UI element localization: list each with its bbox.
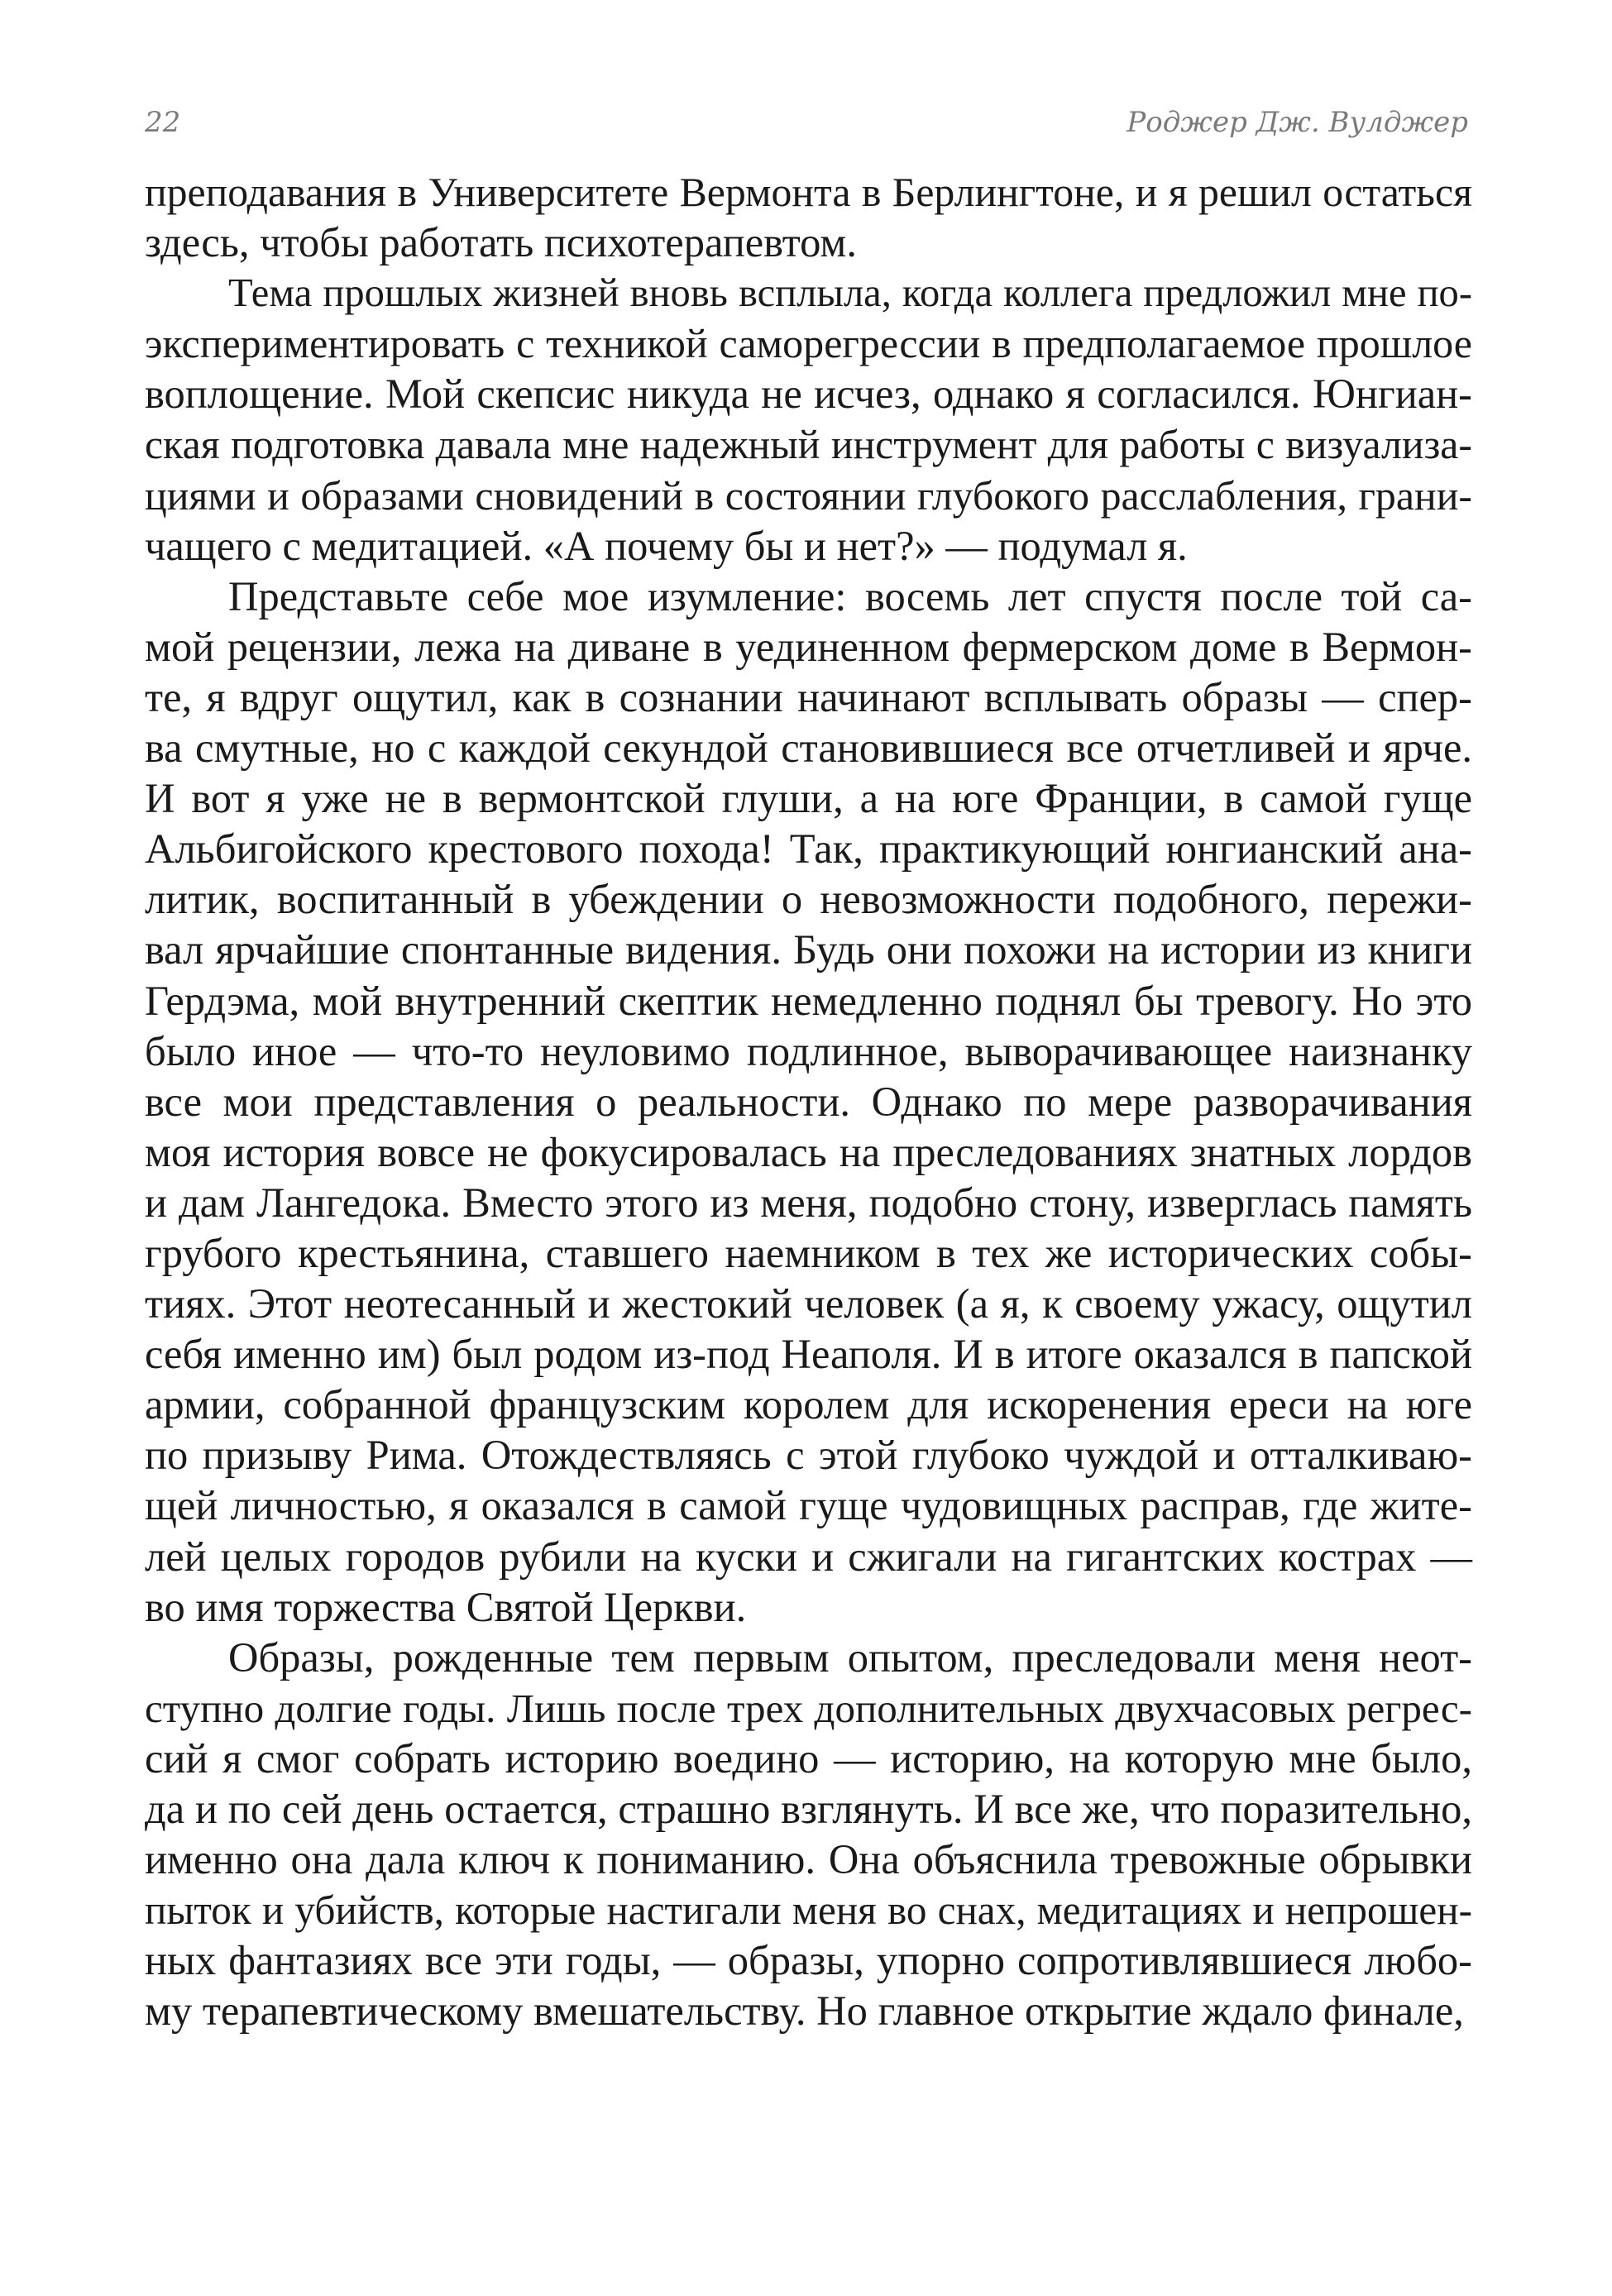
- text-line: во имя торжества Святой Церкви.: [145, 1583, 747, 1630]
- text-line: именно она дала ключ к пониманию. Она объяснила тревожные обрывки: [145, 1836, 1472, 1883]
- text-line: да и по сей день остается, страшно взглянуть. И все же, что поразительно,: [145, 1786, 1472, 1832]
- text-line: экспериментировать с техникой саморегрессии в предполагаемое прошлое: [145, 320, 1472, 367]
- text-line: циями и образами сновидений в состоянии глубокого расслабления, грани-: [145, 472, 1472, 519]
- text-line: И вот я уже не в вермонтской глуши, а на юге Франции, в самой гуще: [145, 775, 1472, 822]
- paragraph: [145, 167, 1472, 268]
- text-line: ская подготовка давала мне надежный инструмент для работы с визуализа-: [145, 422, 1472, 468]
- body-text: [145, 167, 1472, 2036]
- text-line: те, я вдруг ощутил, как в сознании начинают всплывать образы — спер-: [145, 673, 1472, 720]
- text-line: ступно долгие годы. Лишь после трех дополнительных двухчасовых регрес-: [145, 1685, 1472, 1731]
- text-line: и дам Лангедока. Вместо этого из меня, подобно стону, изверглась память: [145, 1179, 1472, 1226]
- text-line: Гердэма, мой внутренний скептик немедленно поднял бы тревогу. Но это: [145, 977, 1472, 1024]
- text-line: себя именно им) был родом из-под Неаполя. И в итоге оказался в папской: [145, 1331, 1472, 1378]
- text-line: щей личностью, я оказался в самой гуще чудовищных расправ, где жите-: [145, 1482, 1472, 1529]
- page-number: 22: [145, 106, 181, 139]
- text-line: Тема прошлых жизней вновь всплыла, когда коллега предложил мне по-: [228, 270, 1472, 316]
- text-line: вал ярчайшие спонтанные видения. Будь они похожи на истории из книги: [145, 926, 1472, 973]
- paragraph: [145, 268, 1472, 572]
- text-line: Альбигойского крестового похода! Так, практикующий юнгианский ана-: [145, 825, 1472, 873]
- text-line: лей целых городов рубили на куски и сжигали на гигантских кострах —: [145, 1533, 1472, 1580]
- text-line: Представьте себе мое изумление: восемь лет спустя после той са-: [228, 572, 1472, 619]
- text-line: ва смутные, но с каждой секундой становившиеся все отчетливей и ярче.: [145, 725, 1472, 772]
- text-line: Образы, рожденные тем первым опытом, преследовали меня неот-: [228, 1634, 1472, 1681]
- text-line: было иное — что-то неуловимо подлинное, выворачивающее наизнанку: [145, 1027, 1472, 1074]
- text-line: все мои представления о реальности. Однако по мере разворачивания: [145, 1078, 1472, 1125]
- paragraph: [145, 572, 1472, 1633]
- running-head: [145, 106, 1468, 147]
- text-line: мой рецензии, лежа на диване в уединенном фермерском доме в Вермон-: [145, 623, 1472, 670]
- book-author: Роджер Дж. Вулджер: [1126, 106, 1468, 139]
- text-line: пыток и убийств, которые настигали меня во снах, медитациях и непрошен-: [145, 1887, 1472, 1934]
- paragraph: [145, 1633, 1472, 2037]
- text-line: здесь, чтобы работать психотерапевтом.: [145, 219, 858, 266]
- text-line: сий я смог собрать историю воедино — историю, на которую мне было,: [145, 1734, 1472, 1782]
- text-line: моя история вовсе не фокусировалась на преследованиях знатных лордов: [145, 1128, 1472, 1175]
- text-line: литик, воспитанный в убеждении о невозможности подобного, пережи-: [145, 876, 1472, 923]
- text-line: чащего с медитацией. «А почему бы и нет?» — подумал я.: [145, 522, 1188, 569]
- text-line: армии, собранной французским королем для искоренения ереси на юге: [145, 1381, 1472, 1428]
- text-line: воплощение. Мой скепсис никуда не исчез, однако я согласился. Юнгиан-: [145, 371, 1472, 418]
- text-line: грубого крестьянина, ставшего наемником в тех же исторических собы-: [145, 1229, 1472, 1276]
- text-line: по призыву Рима. Отождествляясь с этой глубоко чуждой и отталкиваю-: [145, 1432, 1472, 1479]
- text-line: му терапевтическому вмешательству. Но главное открытие ждало финале,: [145, 1987, 1464, 2035]
- text-line: тиях. Этот неотесанный и жестокий человек (а я, к своему ужасу, ощутил: [145, 1280, 1472, 1327]
- text-line: ных фантазиях все эти годы, — образы, упорно сопротивлявшиеся любо-: [145, 1937, 1472, 1984]
- text-line: преподавания в Университете Вермонта в Берлингтоне, и я решил остаться: [145, 170, 1472, 215]
